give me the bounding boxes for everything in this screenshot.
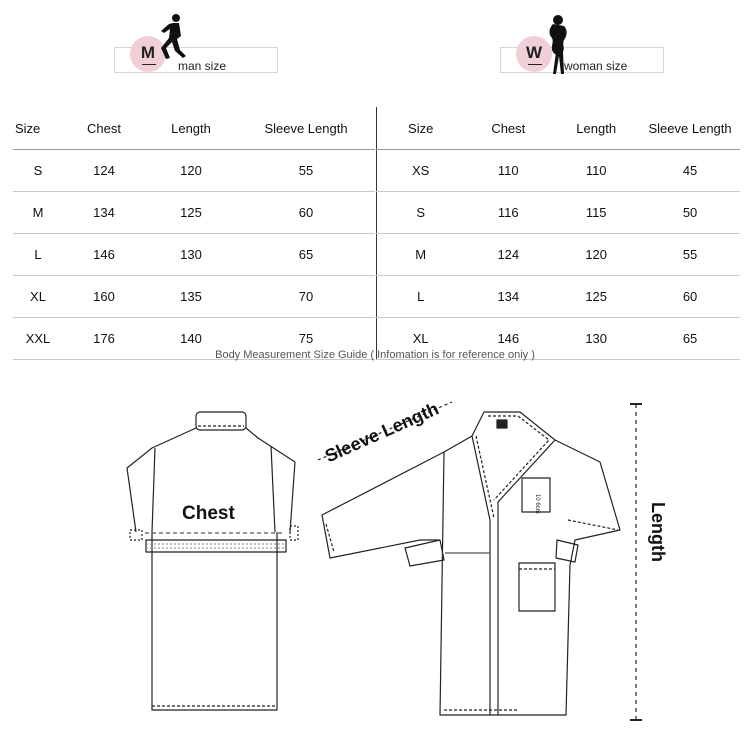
table-row <box>377 276 741 318</box>
chest-cell: 176 <box>63 318 145 360</box>
table-row <box>377 192 741 234</box>
chest-cell: 116 <box>464 192 552 234</box>
chest-cell: 146 <box>464 318 552 360</box>
chest-cell: 124 <box>63 150 145 192</box>
size-cell: S <box>377 192 465 234</box>
size-cell: M <box>377 234 465 276</box>
column-header: Size <box>13 107 63 150</box>
sleeve-cell: 50 <box>640 192 740 234</box>
size-guide-note: Body Measurement Size Guide ( Infomation is for reference oniy ) <box>215 349 535 361</box>
women-size-badge <box>500 12 670 74</box>
length-cell: 120 <box>552 234 640 276</box>
column-header: Size <box>377 107 465 150</box>
table-row <box>13 192 375 234</box>
men-size-badge <box>114 12 284 74</box>
table-row <box>13 150 375 192</box>
table-row <box>13 234 375 276</box>
women-badge-letter: W <box>525 43 543 62</box>
robe-back-view <box>127 412 298 710</box>
length-measure-line <box>630 404 642 720</box>
length-cell: 125 <box>145 192 237 234</box>
sleeve-cell: 65 <box>640 318 740 360</box>
chest-cell: 160 <box>63 276 145 318</box>
table-row <box>377 150 741 192</box>
sleeve-cell: 60 <box>237 192 375 234</box>
size-cell: L <box>13 234 63 276</box>
women-size-table <box>376 107 740 360</box>
chest-label: Chest <box>182 503 235 524</box>
column-header: Chest <box>63 107 145 150</box>
table-row <box>13 276 375 318</box>
sleeve-cell: 55 <box>237 150 375 192</box>
length-cell: 125 <box>552 276 640 318</box>
size-cell: S <box>13 150 63 192</box>
chest-cell: 134 <box>63 192 145 234</box>
size-cell: L <box>377 276 465 318</box>
men-size-table <box>13 107 375 360</box>
sleeve-length-label: Sleeve Length <box>322 398 442 467</box>
sleeve-cell: 60 <box>640 276 740 318</box>
sleeve-cell: 65 <box>237 234 375 276</box>
sleeve-cell: 45 <box>640 150 740 192</box>
table-header-row <box>377 107 741 150</box>
tag-text: 10 6cm <box>534 494 540 514</box>
length-cell: 140 <box>145 318 237 360</box>
length-cell: 135 <box>145 276 237 318</box>
size-cell: M <box>13 192 63 234</box>
table-header-row <box>13 107 375 150</box>
men-badge-caption: man size <box>178 59 227 73</box>
column-header: Length <box>145 107 237 150</box>
column-header: Sleeve Length <box>640 107 740 150</box>
column-header: Length <box>552 107 640 150</box>
chest-cell: 110 <box>464 150 552 192</box>
chest-cell: 146 <box>63 234 145 276</box>
length-label: Length <box>648 502 668 562</box>
length-cell: 130 <box>552 318 640 360</box>
sleeve-cell: 55 <box>640 234 740 276</box>
length-cell: 110 <box>552 150 640 192</box>
table-row <box>377 234 741 276</box>
women-badge-caption: woman size <box>564 59 628 73</box>
size-cell: XL <box>13 276 63 318</box>
chest-cell: 124 <box>464 234 552 276</box>
length-cell: 130 <box>145 234 237 276</box>
length-cell: 115 <box>552 192 640 234</box>
size-cell: XL <box>377 318 465 360</box>
length-cell: 120 <box>145 150 237 192</box>
men-badge-letter: M <box>140 43 156 62</box>
chest-cell: 134 <box>464 276 552 318</box>
size-cell: XXL <box>13 318 63 360</box>
column-header: Sleeve Length <box>237 107 375 150</box>
sleeve-cell: 75 <box>237 318 375 360</box>
sleeve-cell: 70 <box>237 276 375 318</box>
size-cell: XS <box>377 150 465 192</box>
column-header: Chest <box>464 107 552 150</box>
